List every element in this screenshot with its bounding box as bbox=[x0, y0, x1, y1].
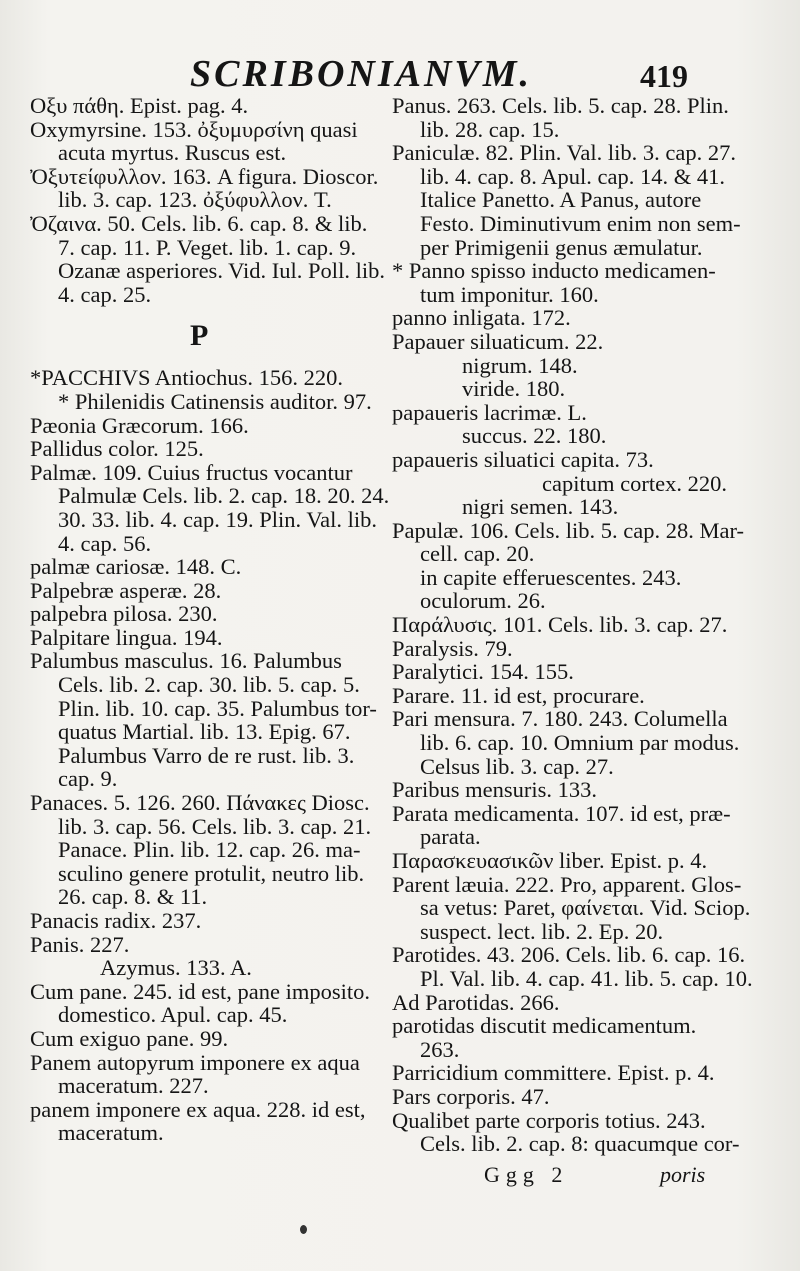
index-line: Cum exiguo pane. 99. bbox=[30, 1025, 229, 1051]
running-head: SCRIBONIANVM. bbox=[190, 53, 533, 95]
index-line: Palmulæ Cels. lib. 2. cap. 18. 20. 24. bbox=[58, 483, 390, 509]
index-line: Pari mensura. 7. 180. 243. Columella bbox=[392, 706, 728, 732]
index-line: Plin. lib. 10. cap. 35. Palumbus tor- bbox=[58, 695, 377, 721]
index-line: Palpitare lingua. 194. bbox=[30, 624, 223, 650]
index-line: lib. 6. cap. 10. Omnium par modus. bbox=[420, 730, 740, 756]
index-line: Palumbus Varro de re rust. lib. 3. bbox=[58, 742, 355, 768]
ink-blot bbox=[300, 1225, 307, 1234]
index-line: Oxymyrsine. 153. ὀξυμυρσίνη quasi bbox=[30, 116, 358, 142]
index-line: Italice Panetto. A Panus, autore bbox=[420, 187, 702, 213]
index-line: cell. cap. 20. bbox=[420, 541, 535, 567]
index-line: Festo. Diminutivum enim non sem- bbox=[420, 210, 741, 236]
index-line: Cels. lib. 2. cap. 8: quacumque cor- bbox=[420, 1131, 740, 1157]
index-line: Paribus mensuris. 133. bbox=[392, 777, 597, 803]
index-line: sculino genere protulit, neutro lib. bbox=[58, 860, 365, 886]
index-line: Palumbus masculus. 16. Palumbus bbox=[30, 648, 342, 674]
index-line: Papulæ. 106. Cels. lib. 5. cap. 28. Mar- bbox=[392, 517, 745, 543]
index-line: parata. bbox=[420, 824, 481, 850]
index-line: Pl. Val. lib. 4. cap. 41. lib. 5. cap. 10. bbox=[420, 965, 753, 991]
index-line: Panaces. 5. 126. 260. Πάνακες Diosc. bbox=[30, 790, 370, 816]
index-line: papaueris lacrimæ. L. bbox=[392, 399, 587, 425]
catchword: poris bbox=[660, 1162, 706, 1187]
index-line: Paniculæ. 82. Plin. Val. lib. 3. cap. 27. bbox=[392, 140, 736, 166]
index-line: papaueris siluatici capita. 73. bbox=[392, 446, 654, 472]
index-line: succus. 22. 180. bbox=[462, 423, 607, 449]
index-line: 4. cap. 25. bbox=[58, 281, 152, 307]
index-line: *PACCHIVS Antiochus. 156. 220. bbox=[30, 365, 343, 391]
index-line: lib. 4. cap. 8. Apul. cap. 14. & 41. bbox=[420, 163, 725, 189]
index-line: 26. cap. 8. & 11. bbox=[58, 884, 208, 910]
index-line: Qualibet parte corporis totius. 243. bbox=[392, 1107, 706, 1133]
index-line: lib. 3. cap. 123. ὀξύφυλλον. T. bbox=[58, 187, 332, 213]
index-line: Panus. 263. Cels. lib. 5. cap. 28. Plin. bbox=[392, 93, 729, 118]
index-line: Cum pane. 245. id est, pane imposito. bbox=[30, 978, 370, 1004]
index-line: 7. cap. 11. P. Veget. lib. 1. cap. 9. bbox=[58, 234, 357, 260]
index-line: quatus Martial. lib. 13. Epig. 67. bbox=[58, 719, 351, 745]
index-line: Cels. lib. 2. cap. 30. lib. 5. cap. 5. bbox=[58, 672, 360, 698]
index-line: Παράλυσις. 101. Cels. lib. 3. cap. 27. bbox=[392, 612, 728, 638]
index-line: sa vetus: Paret, φαίνεται. Vid. Sciop. bbox=[420, 895, 751, 921]
index-line: Parricidium committere. Epist. p. 4. bbox=[392, 1060, 715, 1086]
index-line: domestico. Apul. cap. 45. bbox=[58, 1002, 288, 1028]
index-line: palmæ cariosæ. 148. C. bbox=[30, 554, 242, 580]
index-line: Ozanæ asperiores. Vid. Iul. Poll. lib. bbox=[58, 258, 385, 284]
index-line: viride. 180. bbox=[462, 376, 566, 402]
right-column bbox=[392, 94, 792, 1156]
index-line: Pæonia Græcorum. 166. bbox=[30, 412, 249, 438]
index-line: Panis. 227. bbox=[30, 931, 130, 957]
index-line: Pallidus color. 125. bbox=[30, 436, 204, 462]
index-line: per Primigenii genus æmulatur. bbox=[420, 234, 703, 260]
index-line: oculorum. 26. bbox=[420, 588, 546, 614]
index-line: Parata medicamenta. 107. id est, præ- bbox=[392, 800, 731, 826]
index-line: Paralysis. 79. bbox=[392, 635, 513, 661]
index-line: panem imponere ex aqua. 228. id est, bbox=[30, 1096, 366, 1122]
index-line: * Philenidis Catinensis auditor. 97. bbox=[58, 388, 372, 414]
index-line: Celsus lib. 3. cap. 27. bbox=[420, 753, 614, 779]
section-letter: P bbox=[190, 319, 209, 353]
index-line: 30. 33. lib. 4. cap. 19. Plin. Val. lib. bbox=[58, 506, 377, 532]
index-line: in capite efferuescentes. 243. bbox=[420, 564, 682, 590]
page-number: 419 bbox=[640, 58, 688, 94]
index-line: Azymus. 133. A. bbox=[100, 955, 252, 981]
index-line: Pars corporis. 47. bbox=[392, 1083, 550, 1109]
index-line: Parotides. 43. 206. Cels. lib. 6. cap. 16. bbox=[392, 942, 746, 968]
index-line: maceratum. bbox=[58, 1120, 164, 1146]
index-line: Parent læuia. 222. Pro, apparent. Glos- bbox=[392, 871, 742, 897]
index-line: Οξυ πάθη. Epist. pag. 4. bbox=[30, 93, 249, 118]
index-line: Ad Parotidas. 266. bbox=[392, 989, 560, 1015]
index-line: parotidas discutit medicamentum. bbox=[392, 1013, 697, 1039]
index-line: Panem autopyrum imponere ex aqua bbox=[30, 1049, 360, 1075]
index-line: nigri semen. 143. bbox=[462, 494, 619, 520]
index-line: Ὀζαινα. 50. Cels. lib. 6. cap. 8. & lib. bbox=[30, 210, 368, 236]
index-line: capitum cortex. 220. bbox=[542, 470, 727, 496]
index-line: Palpebræ asperæ. 28. bbox=[30, 577, 222, 603]
index-line: Paralytici. 154. 155. bbox=[392, 659, 574, 685]
index-line: nigrum. 148. bbox=[462, 352, 578, 378]
index-line: lib. 28. cap. 15. bbox=[420, 116, 560, 142]
index-line: Ὀξυτείφυλλον. 163. A figura. Dioscor. bbox=[30, 163, 379, 189]
index-line: Panace. Plin. lib. 12. cap. 26. ma- bbox=[58, 837, 361, 863]
index-line: lib. 3. cap. 56. Cels. lib. 3. cap. 21. bbox=[58, 813, 372, 839]
index-line: Papauer siluaticum. 22. bbox=[392, 328, 604, 354]
index-line: palpebra pilosa. 230. bbox=[30, 601, 218, 627]
index-line: 4. cap. 56. bbox=[58, 530, 152, 556]
index-line: cap. 9. bbox=[58, 766, 118, 792]
index-line: * Panno spisso inducto medicamen- bbox=[392, 258, 716, 284]
signature-mark: Ggg 2 bbox=[484, 1162, 569, 1187]
index-line: panno inligata. 172. bbox=[392, 305, 571, 331]
index-line: 263. bbox=[420, 1036, 460, 1062]
index-line: Παρασκευασικῶν liber. Epist. p. 4. bbox=[392, 848, 708, 873]
index-line: tum imponitur. 160. bbox=[420, 281, 599, 307]
left-column bbox=[30, 93, 390, 1146]
index-line: acuta myrtus. Ruscus est. bbox=[58, 140, 287, 166]
index-line: suspect. lect. lib. 2. Ep. 20. bbox=[420, 918, 664, 944]
index-line: Panacis radix. 237. bbox=[30, 908, 202, 933]
index-line: Parare. 11. id est, procurare. bbox=[392, 682, 645, 708]
index-line: Palmæ. 109. Cuius fructus vocantur bbox=[30, 459, 353, 485]
index-line: maceratum. 227. bbox=[58, 1073, 209, 1099]
